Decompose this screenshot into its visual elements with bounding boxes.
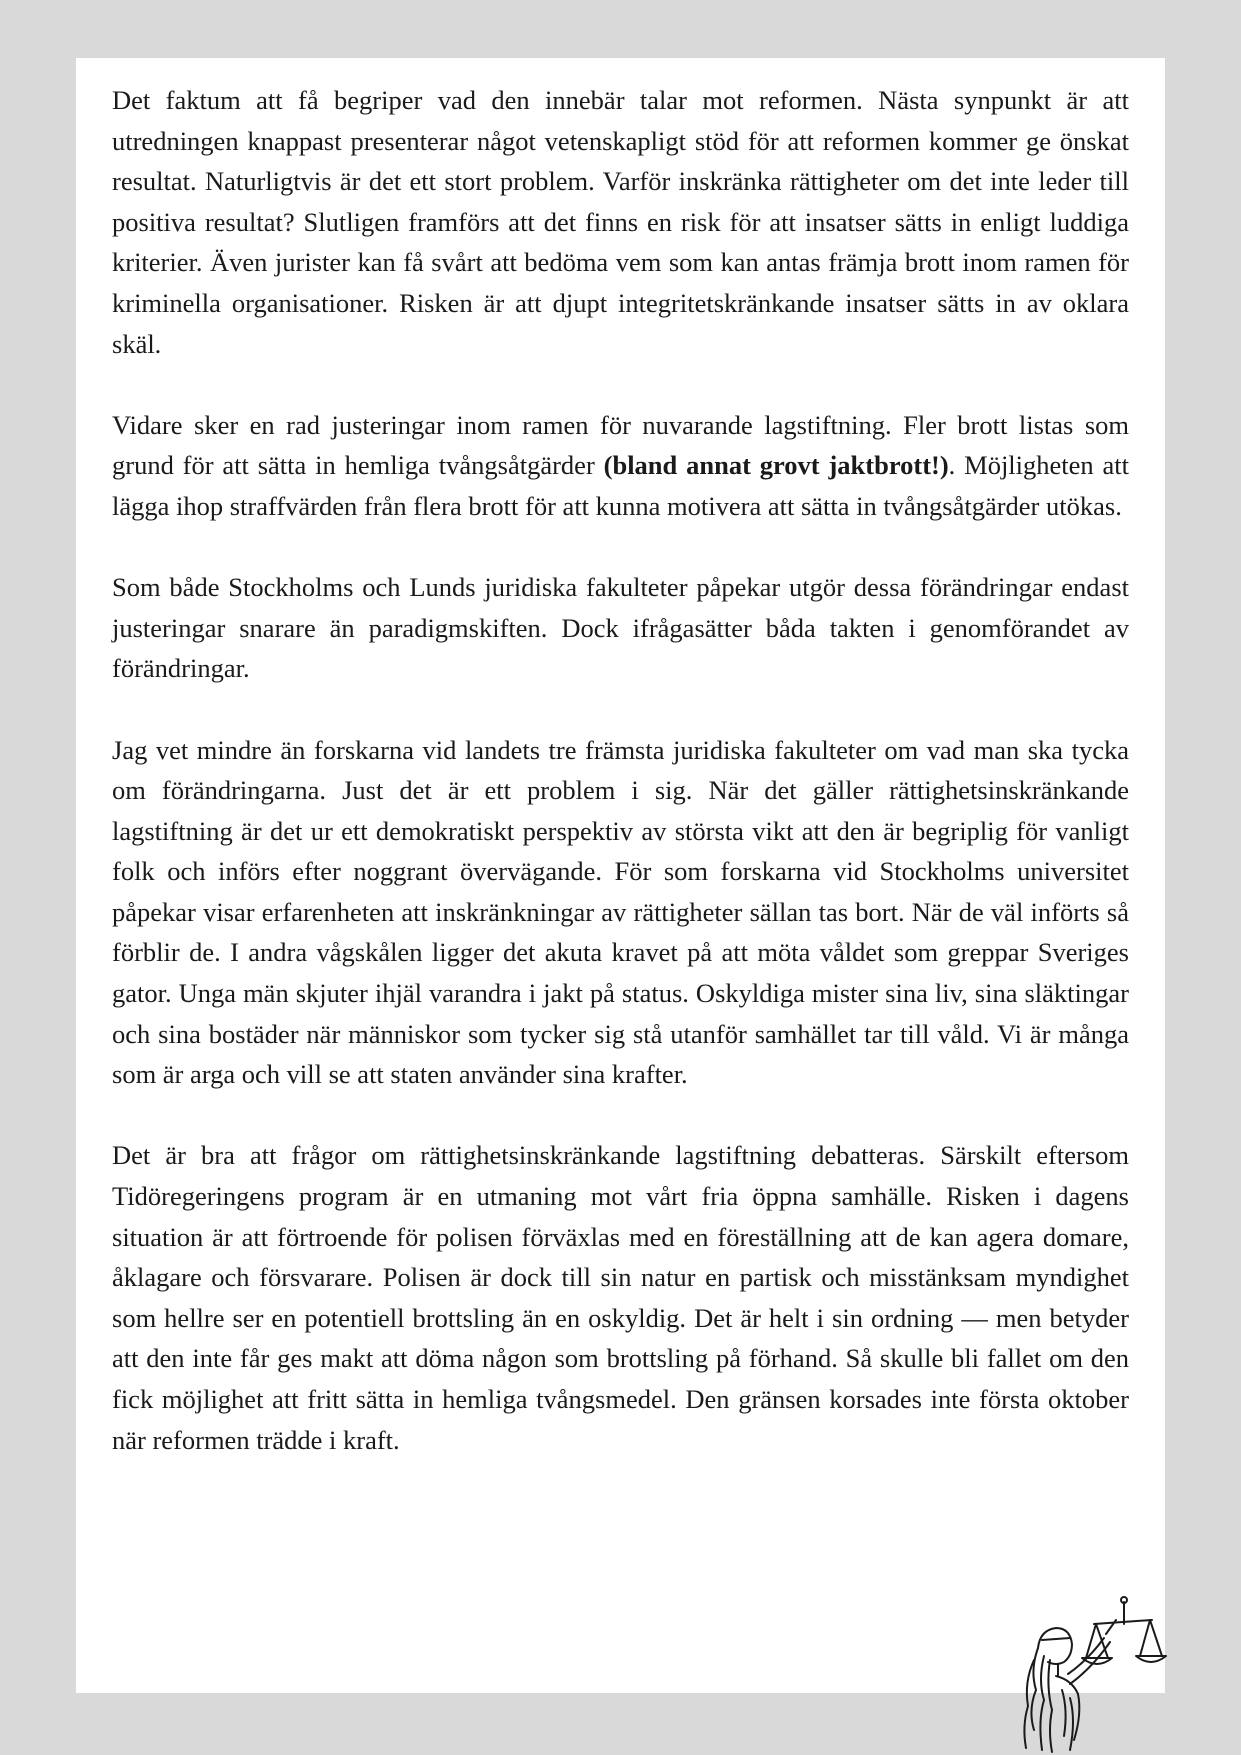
- justitia-scales-icon: [1012, 1590, 1168, 1755]
- paragraph-2-bold-note: (bland annat grovt jaktbrott!): [603, 450, 949, 481]
- paragraph-3: Som både Stockholms och Lunds juridiska fakulteter påpekar utgör dessa förändringar endast justeringar snarare än paradigmskiften. Dock ifrågasätter båda takten i genomförandet av förändringar.: [112, 572, 1129, 684]
- paragraph-1: Det faktum att få begriper vad den innebär talar mot reformen. Nästa synpunkt är att utredningen knappast presenterar något vetenskapligt stöd för att reformen kommer ge önskat resultat. Naturligtvis är det ett stort problem. Varför inskränka rättigheter om det inte leder till positiva resultat? Slutligen framförs att det finns en risk för att insatser sätts in enligt luddiga kriterier. Även jurister kan få svårt att bedöma vem som kan antas främja brott inom ramen för kriminella organisationer. Risken är att djupt integritetskränkande insatser sätts in av oklara skäl.: [112, 85, 1129, 359]
- paragraph-2-text-start: Vidare sker en rad justeringar inom ramen för nuvarande lagstiftning. Fler brott listas som grund för att sätta in hemliga tvångsåtgärder: [112, 409, 1129, 481]
- paragraph-2: [112, 405, 1129, 527]
- paragraph-5: Det är bra att frågor om rättighetsinskränkande lagstiftning debatteras. Särskilt eftersom Tidöregeringens program är en utmaning mot vårt fria öppna samhälle. Risken i dagens situation är att förtroende för polisen förväxlas med en föreställning att de kan agera domare, åklagare och försvarare. Polisen är dock till sin natur en partisk och misstänksam myndighet som hellre ser en potentiell brottsling än en oskyldig. Det är helt i sin ordning — men betyder att den inte får ges makt att döma någon som brottsling på förhand. Så skulle bli fallet om den fick möjlighet att fritt sätta in hemliga tvångsmedel. Den gränsen korsades inte första oktober när reformen trädde i kraft.: [112, 1140, 1129, 1455]
- article-body: [112, 80, 1129, 1460]
- paragraph-2-text-end: . Möjligheten att lägga ihop straffvärden från flera brott för att kunna motivera att sätta in tvångsåtgärder utökas.: [112, 450, 1130, 521]
- paragraph-4: Jag vet mindre än forskarna vid landets tre främsta juridiska fakulteter om vad man ska tycka om förändringarna. Just det är ett problem i sig. När det gäller rättighetsinskränkande lagstiftning är det ur ett demokratiskt perspektiv av största vikt att den är begriplig för vanligt folk och införs efter noggrant övervägande. För som forskarna vid Stockholms universitet påpekar visar erfarenheten att inskränkningar av rättigheter sällan tas bort. När de väl införts så förblir de. I andra vågskålen ligger det akuta kravet på att möta våldet som greppar Sveriges gator. Unga män skjuter ihjäl varandra i jakt på status. Oskyldiga mister sina liv, sina släktingar och sina bostäder när människor som tycker sig stå utanför samhället tar till våld. Vi är många som är arga och vill se att staten använder sina krafter.: [112, 734, 1129, 1090]
- document-page: [76, 58, 1165, 1693]
